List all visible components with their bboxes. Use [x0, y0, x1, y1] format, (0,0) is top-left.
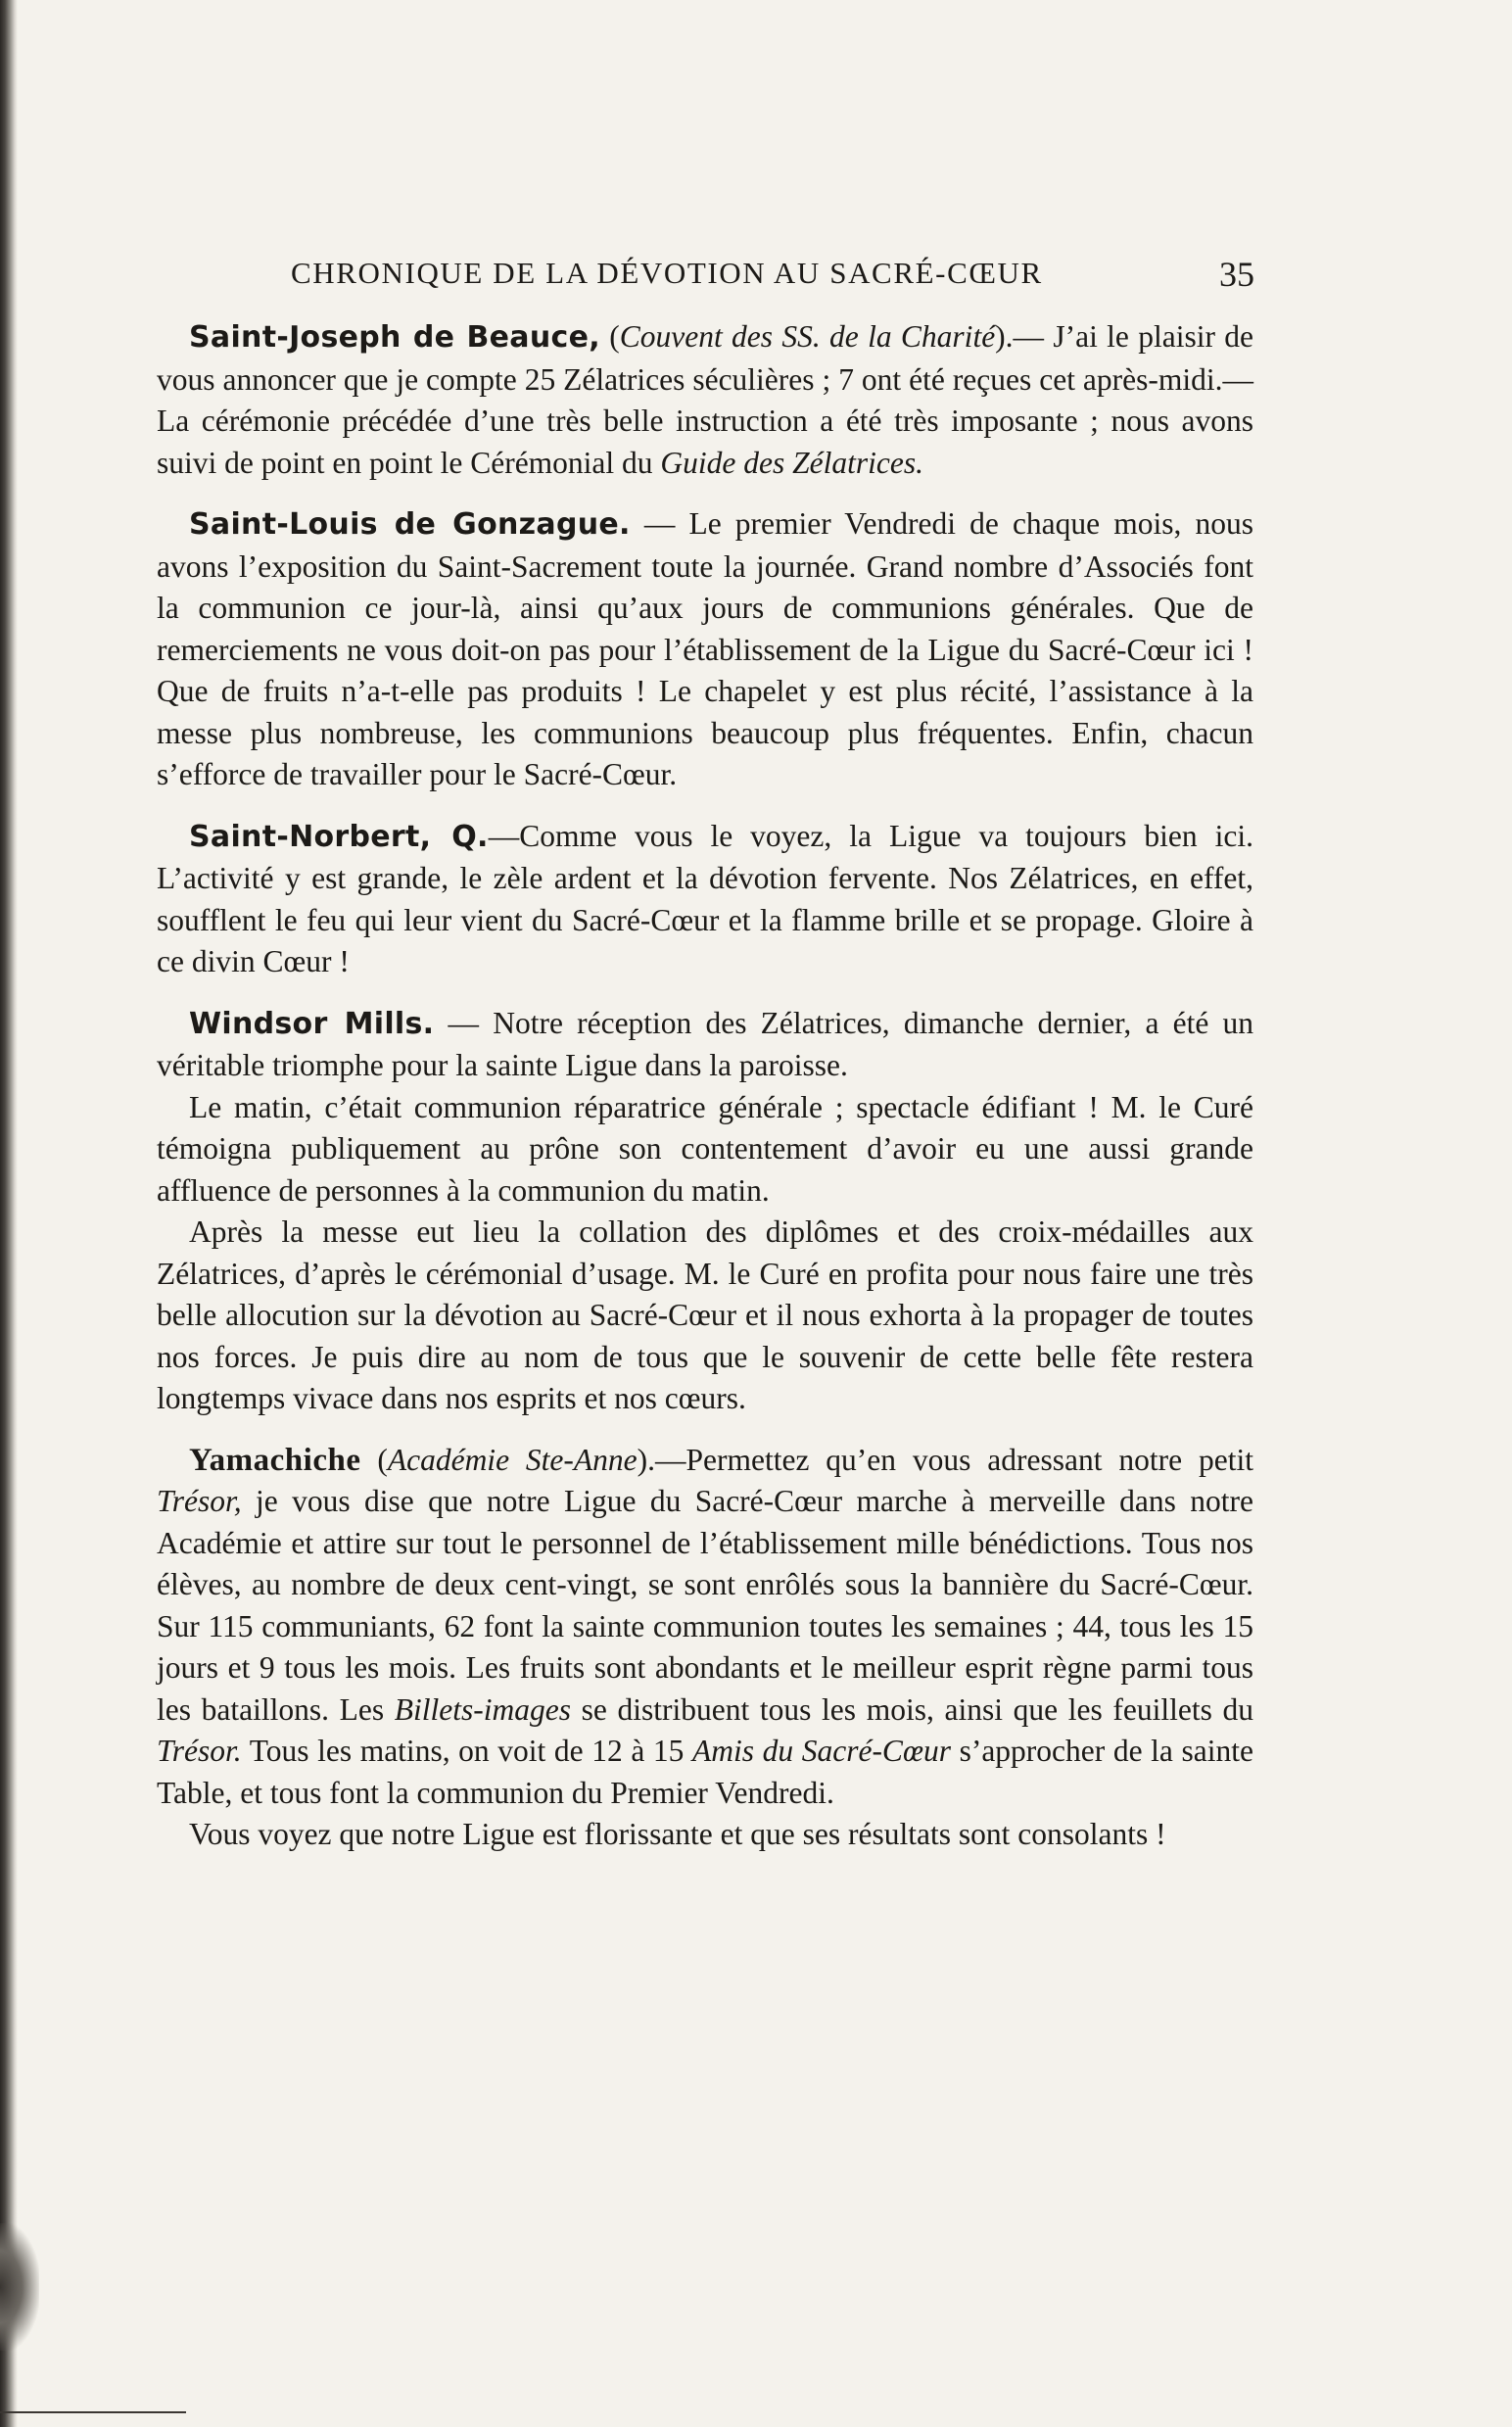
- entry-paragraph: [157, 1003, 1253, 1087]
- running-title: CHRONIQUE DE LA DÉVOTION AU SACRÉ-CŒUR: [291, 256, 1043, 290]
- entry-saint-joseph-de-beauce: [157, 316, 1253, 484]
- italic-title: Billets-images: [394, 1691, 571, 1727]
- paragraph-text: Vous voyez que notre Ligue est florissante et que ses résultats sont consolants !: [189, 1817, 1166, 1851]
- entry-paragraph: [157, 316, 1253, 484]
- paragraph-text: — Le premier Vendredi de chaque mois, nous avons l’exposition du Saint-Sacrement toute la journée. Grand nombre d’Associés font la communion ce jour-là, ainsi qu’aux jours de communions générales. Que de remerciements ne vous doit-on pas pour l’établissement de la Ligue du Sacré-Cœur ici ! Que de fruits n’a-t-elle pas produits ! Le chapelet y est plus récité, l’assistance à la messe plus nombreuse, les communions beaucoup plus fréquentes. Enfin, chacun s’efforce de travailler pour le Sacré-Cœur.: [157, 506, 1253, 791]
- italic-note: Académie Ste-Anne: [387, 1442, 638, 1477]
- place-name: Yamachiche: [189, 1442, 361, 1478]
- entry-saint-norbert: [157, 816, 1253, 983]
- scan-edge-line: [0, 2411, 186, 2413]
- paragraph-text: je vous dise que notre Ligue du Sacré-Cœur marche à merveille dans notre Académie et attire sur tout le personnel de l’établissement mille bénédictions. Tous nos élèves, au nombre de deux cent-vingt, se sont enrôlés sous la bannière du Sacré-Cœur. Sur 115 communiants, 62 font la sainte communion toutes les semaines ; 44, tous les 15 jours et 9 tous les mois. Les fruits sont abondants et le meilleur esprit règne parmi tous les bataillons. Les: [157, 1484, 1253, 1727]
- paragraph-text: s’approcher de la sainte Table, et tous font la communion du Premier Vendredi.: [157, 1734, 1253, 1810]
- entry-paragraph: [157, 1814, 1253, 1856]
- book-gutter-shadow: [0, 0, 18, 2427]
- place-name: Saint-Louis de Gonzague.: [189, 507, 631, 542]
- place-name: Windsor Mills.: [189, 1006, 435, 1041]
- place-name: Saint-Norbert, Q.: [189, 819, 489, 854]
- paragraph-text: — Notre réception des Zélatrices, dimanche dernier, a été un véritable triomphe pour la sainte Ligue dans la paroisse.: [157, 1005, 1253, 1082]
- paragraph-text: Après la messe eut lieu la collation des diplômes et des croix-médailles aux Zélatrices, d’après le cérémonial d’usage. M. le Curé en profita pour nous faire une très belle allocution sur la dévotion au Sacré-Cœur et il nous exhorta à la propager de toutes nos forces. Je puis dire au nom de tous que le souvenir de cette belle fête restera longtemps vivace dans nos esprits et nos cœurs.: [157, 1214, 1253, 1415]
- italic-title: Guide des Zélatrices.: [660, 445, 924, 480]
- italic-title: Trésor,: [157, 1484, 242, 1518]
- running-header: [157, 250, 1253, 305]
- book-page: [157, 250, 1253, 1876]
- note-open: (: [599, 319, 620, 354]
- place-name: Saint-Joseph de Beauce,: [189, 320, 600, 355]
- paragraph-text: Tous les matins, on voit de 12 à 15: [241, 1734, 693, 1768]
- paragraph-text: —Comme vous le voyez, la Ligue va toujours bien ici. L’activité y est grande, le zèle ardent et la dévotion fervente. Nos Zélatrices, en effet, soufflent le feu qui leur vient du Sacré-Cœur et la flamme brille et se propage. Gloire à ce divin Cœur !: [157, 818, 1254, 978]
- paragraph-text: se distribuent tous les mois, ainsi que les feuillets du: [570, 1691, 1253, 1727]
- page-number: 35: [1219, 255, 1254, 294]
- entry-paragraph: [157, 1087, 1253, 1213]
- entry-windsor-mills: [157, 1003, 1253, 1420]
- entry-saint-louis-de-gonzague: [157, 503, 1253, 796]
- paragraph-text: Le matin, c’était communion réparatrice générale ; spectacle édifiant ! M. le Curé témoigna publiquement au prône son contentement d’avoir eu une aussi grande affluence de personnes à la communion du matin.: [157, 1089, 1253, 1208]
- entry-paragraph: [157, 503, 1253, 796]
- paragraph-text: ).—Permettez qu’en vous adressant notre petit: [637, 1442, 1253, 1477]
- italic-title: Trésor.: [157, 1734, 242, 1768]
- paragraph-text: ).— J’ai le plaisir de vous annoncer que je compte 25 Zélatrices séculières ; 7 ont été reçues cet après-midi.—La cérémonie précédée d’une très belle instruction a été très imposante ; nous avons suivi de point en point le Cérémonial du: [157, 319, 1253, 480]
- entry-paragraph: [157, 1212, 1253, 1420]
- note-open: (: [360, 1442, 388, 1477]
- italic-title: Amis du Sacré-Cœur: [692, 1734, 951, 1768]
- italic-note: Couvent des SS. de la Charité: [619, 319, 996, 354]
- entry-paragraph: [157, 1440, 1253, 1815]
- entry-paragraph: [157, 816, 1253, 983]
- entry-yamachiche: [157, 1440, 1253, 1856]
- scan-blot: [0, 2223, 39, 2351]
